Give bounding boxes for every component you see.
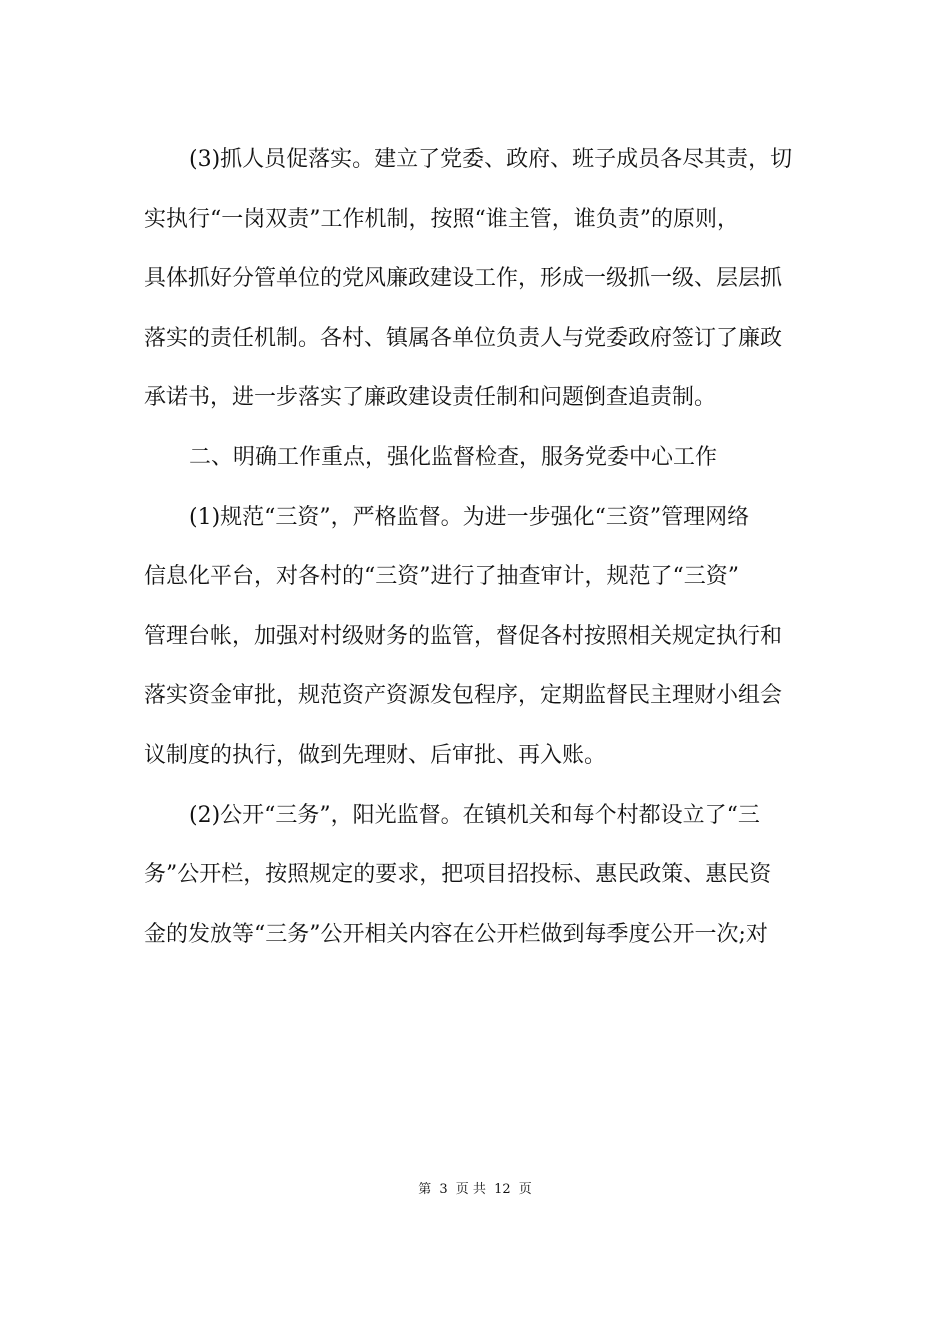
paragraph-3-line-1: (3)抓人员促落实。建立了党委、政府、班子成员各尽其责，切 [189, 147, 793, 172]
paragraph-2-line-1: (2)公开“三务”，阳光监督。在镇机关和每个村都设立了“三 [189, 802, 760, 828]
paragraph-1-line-1: (1)规范“三资”，严格监督。为进一步强化“三资”管理网络 [189, 504, 750, 530]
section-heading: 二、明确工作重点，强化监督检查，服务党委中心工作 [189, 444, 718, 470]
paragraph-1-line-5: 议制度的执行，做到先理财、后审批、再入账。 [144, 742, 607, 768]
paragraph-3-line-4: 落实的责任机制。各村、镇属各单位负责人与党委政府签订了廉政 [144, 325, 783, 351]
paragraph-2-line-2: 务”公开栏，按照规定的要求，把项目招投标、惠民政策、惠民资 [144, 862, 772, 888]
footer-total-pages: 12 [494, 1182, 511, 1197]
paragraph-1-line-4: 落实资金审批，规范资产资源发包程序，定期监督民主理财小组会 [144, 683, 783, 709]
paragraph-1-line-3: 管理台帐，加强对村级财务的监管，督促各村按照相关规定执行和 [144, 623, 783, 649]
footer-current-page: 3 [439, 1182, 448, 1197]
paragraph-1-line-2: 信息化平台，对各村的“三资”进行了抽查审计，规范了“三资” [144, 564, 739, 590]
paragraph-3-line-5: 承诺书，进一步落实了廉政建设责任制和问题倒查追责制。 [144, 385, 717, 411]
paragraph-3-line-3: 具体抓好分管单位的党风廉政建设工作，形成一级抓一级、层层抓 [144, 266, 783, 292]
footer-suffix: 页 [518, 1182, 532, 1197]
paragraph-2-line-3: 金的发放等“三务”公开相关内容在公开栏做到每季度公开一次;对 [144, 921, 768, 947]
footer-middle: 页 共 [455, 1182, 486, 1197]
footer-prefix: 第 [418, 1182, 432, 1197]
paragraph-3-line-2: 实执行“一岗双责”工作机制，按照“谁主管，谁负责”的原则， [144, 206, 739, 232]
document-body [144, 130, 808, 964]
page-footer [0, 1178, 950, 1197]
